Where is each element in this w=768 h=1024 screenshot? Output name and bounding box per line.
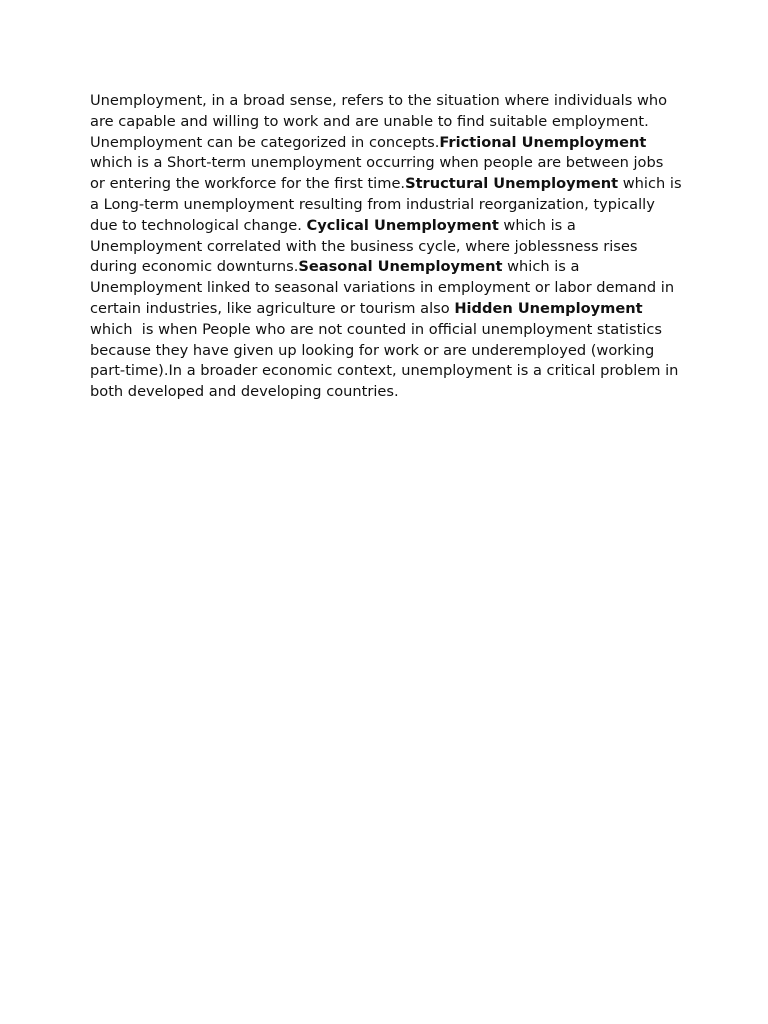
text-segment: which is a Short-term unemployment occurring when people are between jobs or entering the workforce for the first time. <box>90 133 668 193</box>
term-hidden-unemployment: Hidden Unemployment <box>454 299 643 317</box>
text-segment: which is a Unemployment linked to seasonal variations in employment or labor demand in certain industries, like agriculture or tourism also <box>90 258 679 317</box>
term-frictional-unemployment: Frictional Unemployment <box>439 133 647 151</box>
term-cyclical-unemployment: Cyclical Unemployment <box>306 216 499 234</box>
term-structural-unemployment: Structural Unemployment <box>405 175 619 193</box>
text-segment: Unemployment, in a broad sense, refers to the situation where individuals who are capable and willing to work and are unable to find suitable employment. Unemployment can be categorized in concepts. <box>90 92 672 151</box>
term-seasonal-unemployment: Seasonal Unemployment <box>298 258 503 276</box>
text-segment: which is a Long-term unemployment resulting from industrial reorganization, typically due to technological change. <box>90 175 687 234</box>
text-segment: which is when People who are not counted in official unemployment statistics because they have given up looking for work or are underemployed (working part-time).In a broader economic context, unemployment is a critical problem in both developed and developing countries. <box>90 299 684 401</box>
body-paragraph <box>90 91 687 403</box>
text-segment: which is a Unemployment correlated with the business cycle, where joblessness rises during economic downturns. <box>90 216 643 276</box>
